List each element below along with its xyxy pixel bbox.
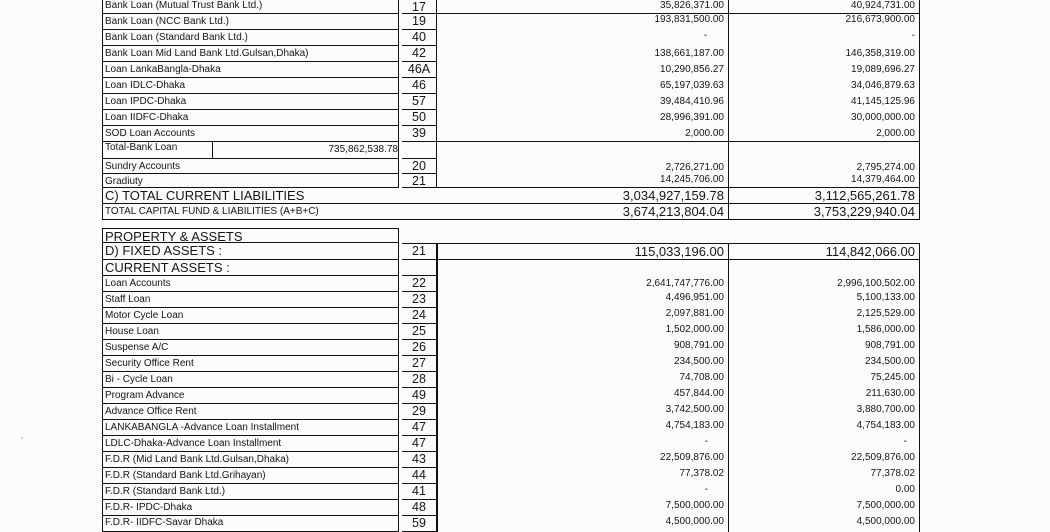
table-row: [102, 276, 920, 292]
table-row: [102, 14, 920, 30]
table-row: [102, 420, 920, 436]
value-current: 2,097,881.00: [437, 308, 729, 324]
row-label: CURRENT ASSETS :: [102, 260, 399, 276]
note-number: 44: [402, 468, 437, 484]
value-current: 193,831,500.00: [437, 14, 729, 30]
value-current: 3,034,927,159.78: [437, 188, 729, 204]
table-row: [102, 188, 920, 204]
value-previous: 2,795,274.00: [729, 159, 920, 174]
row-label: Loan IIDFC-Dhaka: [102, 110, 399, 126]
note-number: 46: [402, 78, 437, 94]
section-header: [102, 260, 920, 276]
note-number: 21: [402, 174, 437, 188]
value-current: 22,509,876.00: [437, 452, 729, 468]
table-row: [102, 159, 920, 174]
value-previous: 2,125,529.00: [729, 308, 920, 324]
row-label: F.D.R (Standard Bank Ltd.): [102, 484, 399, 500]
table-row: [102, 62, 920, 78]
row-label: Suspense A/C: [102, 340, 399, 356]
table-row: [102, 142, 920, 159]
value-current: 2,641,747,776.00: [437, 276, 729, 292]
table-row: [102, 484, 920, 500]
row-label: Loan IDLC-Dhaka: [102, 78, 399, 94]
value-previous: 34,046,879.63: [729, 78, 920, 94]
row-label: Advance Office Rent: [102, 404, 399, 420]
value-previous: 3,112,565,261.78: [729, 188, 920, 204]
value-current: [437, 142, 729, 159]
row-label: Gradiuty: [102, 174, 399, 188]
note-number: 29: [402, 404, 437, 420]
value-previous: -: [729, 436, 920, 452]
table-row: [102, 436, 920, 452]
row-label: Loan LankaBangla-Dhaka: [102, 62, 399, 78]
value-previous: 216,673,900.00: [729, 14, 920, 30]
value-previous: 3,880,700.00: [729, 404, 920, 420]
value-previous: 19,089,696.27: [729, 62, 920, 78]
value-previous: 41,145,125.96: [729, 94, 920, 110]
value-current: 3,674,213,804.04: [437, 204, 729, 220]
value-current: 4,496,951.00: [437, 292, 729, 308]
subtotal-value: 735,862,538.78: [328, 144, 398, 155]
value-previous: 14,379,464.00: [729, 174, 920, 188]
value-previous: 1,586,000.00: [729, 324, 920, 340]
table-row: [102, 324, 920, 340]
row-label: Loan Accounts: [102, 276, 399, 292]
value-previous: 30,000,000.00: [729, 110, 920, 126]
table-row: [102, 388, 920, 404]
table-row: [102, 0, 920, 14]
note-number: [402, 142, 437, 159]
value-current: 7,500,000.00: [437, 500, 729, 516]
value-previous: 2,996,100,502.00: [729, 276, 920, 292]
value-current: 77,378.02: [437, 468, 729, 484]
note-number: 28: [402, 372, 437, 388]
note-number: 42: [402, 46, 437, 62]
subtotal-cell: [102, 142, 399, 159]
value-current: [437, 260, 729, 276]
value-current: 457,844.00: [437, 388, 729, 404]
note-number: 19: [402, 14, 437, 30]
value-previous: 4,500,000.00: [729, 516, 920, 532]
value-current: 2,000.00: [437, 126, 729, 142]
note-number: [402, 260, 437, 276]
table-row: [102, 78, 920, 94]
row-label: Bi - Cycle Loan: [102, 372, 399, 388]
value-previous: [729, 142, 920, 159]
value-current: -: [437, 30, 729, 46]
table-row: [102, 468, 920, 484]
value-current: 2,726,271.00: [437, 159, 729, 174]
table-row: [102, 30, 920, 46]
row-label: Bank Loan (Standard Bank Ltd.): [102, 30, 399, 46]
value-previous: 146,358,319.00: [729, 46, 920, 62]
note-number: 41: [402, 484, 437, 500]
row-label: D) FIXED ASSETS :: [102, 243, 399, 260]
note-number: 24: [402, 308, 437, 324]
value-current: 234,500.00: [437, 356, 729, 372]
value-current: -: [437, 436, 729, 452]
table-row: [102, 292, 920, 308]
table-row: [102, 308, 920, 324]
value-previous: 22,509,876.00: [729, 452, 920, 468]
table-row: [102, 94, 920, 110]
row-label: Total-Bank Loan: [103, 142, 213, 158]
note-number: 50: [402, 110, 437, 126]
note-number: 23: [402, 292, 437, 308]
table-row: [102, 372, 920, 388]
note-number: 27: [402, 356, 437, 372]
value-current: 3,742,500.00: [437, 404, 729, 420]
note-number: 48: [402, 500, 437, 516]
value-current: 65,197,039.63: [437, 78, 729, 94]
value-current: 39,484,410.96: [437, 94, 729, 110]
note-number: 43: [402, 452, 437, 468]
table-row: [102, 500, 920, 516]
value-previous: 3,753,229,940.04: [729, 204, 920, 220]
value-current: 14,245,706.00: [437, 174, 729, 188]
value-current: 10,290,856.27: [437, 62, 729, 78]
value-current: 138,661,187.00: [437, 46, 729, 62]
note-number: 25: [402, 324, 437, 340]
table-row: [102, 404, 920, 420]
table-row: [102, 174, 920, 188]
row-label: Staff Loan: [102, 292, 399, 308]
section-header: [102, 228, 920, 243]
value-previous: -: [729, 30, 920, 46]
value-current: 115,033,196.00: [437, 243, 729, 260]
table-row: [102, 110, 920, 126]
table-row: [102, 204, 920, 220]
table-row: [102, 516, 920, 532]
table-row: [102, 126, 920, 142]
value-current: 74,708.00: [437, 372, 729, 388]
row-label: Security Office Rent: [102, 356, 399, 372]
value-previous: 7,500,000.00: [729, 500, 920, 516]
value-previous: 908,791.00: [729, 340, 920, 356]
value-previous: 75,245.00: [729, 372, 920, 388]
note-number: 59: [402, 516, 437, 532]
row-label: LDLC-Dhaka-Advance Loan Installment: [102, 436, 399, 452]
row-label: Bank Loan (NCC Bank Ltd.): [102, 14, 399, 30]
value-previous: 5,100,133.00: [729, 292, 920, 308]
note-number: 26: [402, 340, 437, 356]
row-label: TOTAL CAPITAL FUND & LIABILITIES (A+B+C): [102, 204, 437, 220]
table-row: [102, 340, 920, 356]
value-current: 4,500,000.00: [437, 516, 729, 532]
row-label: LANKABANGLA -Advance Loan Installment: [102, 420, 399, 436]
row-label: House Loan: [102, 324, 399, 340]
value-current: 1,502,000.00: [437, 324, 729, 340]
value-previous: 0.00: [729, 484, 920, 500]
table-row: [102, 356, 920, 372]
value-previous: 2,000.00: [729, 126, 920, 142]
row-label: SOD Loan Accounts: [102, 126, 399, 142]
value-current: 4,754,183.00: [437, 420, 729, 436]
row-label: F.D.R- IIDFC-Savar Dhaka: [102, 516, 399, 532]
table-row: [102, 243, 920, 260]
value-previous: [729, 260, 920, 276]
row-label: Motor Cycle Loan: [102, 308, 399, 324]
row-label: F.D.R (Mid Land Bank Ltd.Gulsan,Dhaka): [102, 452, 399, 468]
row-label: F.D.R (Standard Bank Ltd.Grihayan): [102, 468, 399, 484]
note-number: 47: [402, 420, 437, 436]
value-current: 28,996,391.00: [437, 110, 729, 126]
table-row: [102, 46, 920, 62]
note-number: 47: [402, 436, 437, 452]
note-number: 57: [402, 94, 437, 110]
value-current: -: [437, 484, 729, 500]
note-number: 21: [402, 243, 437, 260]
note-number: 46A: [402, 62, 437, 78]
value-current: 35,826,371.00: [437, 0, 729, 14]
note-number: 49: [402, 388, 437, 404]
note-number: 40: [402, 30, 437, 46]
value-previous: 4,754,183.00: [729, 420, 920, 436]
row-label: Program Advance: [102, 388, 399, 404]
row-label: Bank Loan Mid Land Bank Ltd.Gulsan,Dhaka): [102, 46, 399, 62]
value-previous: 211,630.00: [729, 388, 920, 404]
value-previous: 40,924,731.00: [729, 0, 920, 14]
scan-speck: ·: [20, 430, 24, 444]
note-number: 22: [402, 276, 437, 292]
row-label: Sundry Accounts: [102, 159, 399, 174]
note-number: 20: [402, 159, 437, 174]
note-number: 17: [402, 0, 437, 14]
table-row: [102, 452, 920, 468]
note-number: 39: [402, 126, 437, 142]
row-label: Loan IPDC-Dhaka: [102, 94, 399, 110]
row-label: PROPERTY & ASSETS: [102, 228, 399, 243]
value-current: 908,791.00: [437, 340, 729, 356]
row-label: F.D.R- IPDC-Dhaka: [102, 500, 399, 516]
value-previous: 114,842,066.00: [729, 243, 920, 260]
value-previous: 77,378.02: [729, 468, 920, 484]
row-label: C) TOTAL CURRENT LIABILITIES: [102, 188, 437, 204]
row-label: Bank Loan (Mutual Trust Bank Ltd.): [102, 0, 399, 14]
value-previous: 234,500.00: [729, 356, 920, 372]
